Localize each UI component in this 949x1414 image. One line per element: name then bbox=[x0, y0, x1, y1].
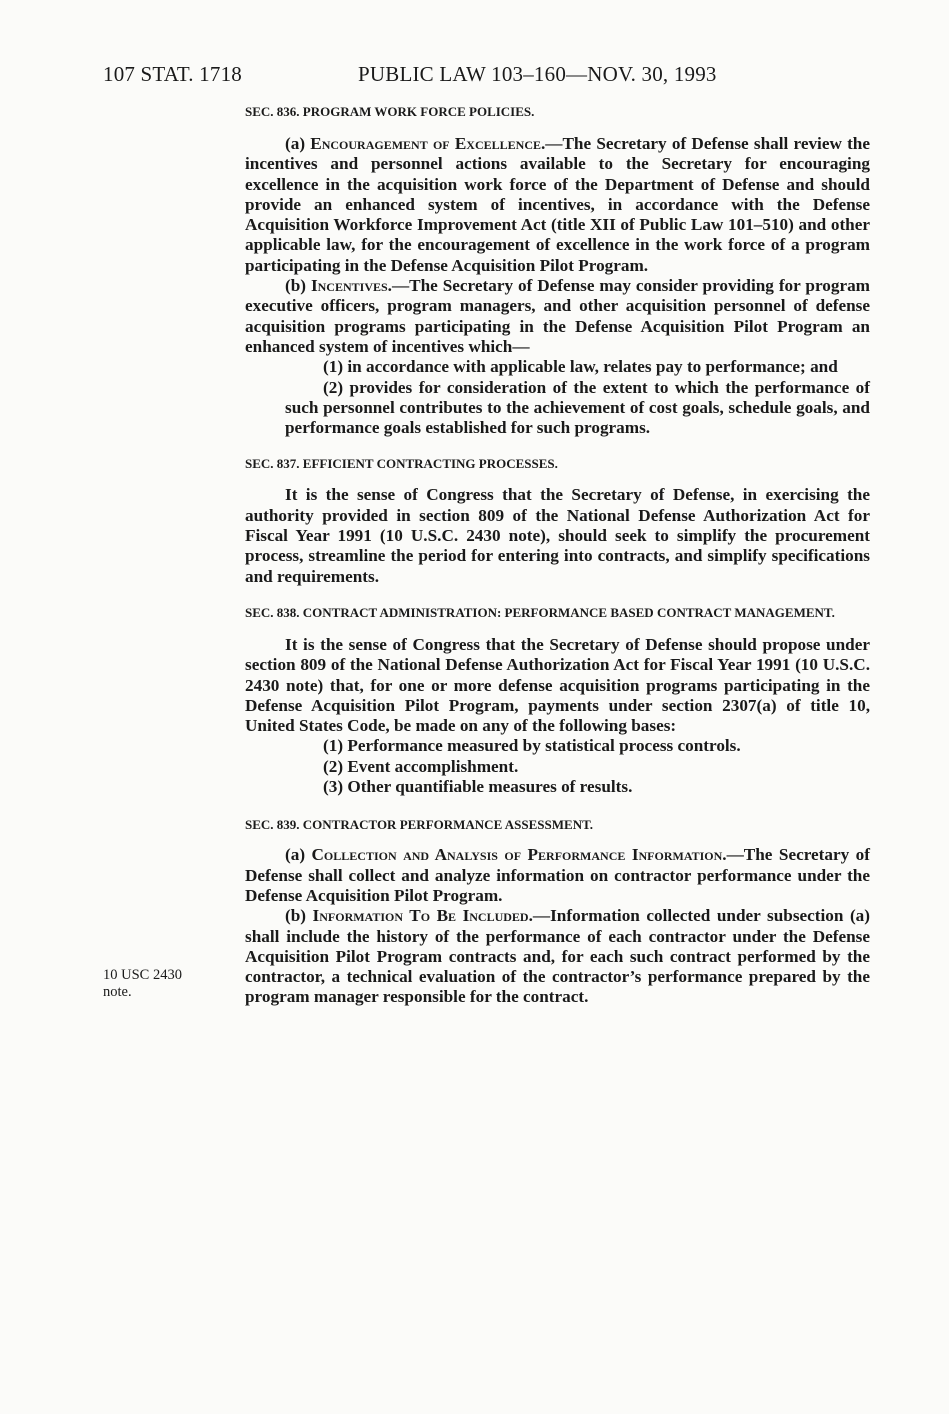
section-836-item-2: (2) provides for consideration of the extent to which the performance of such personnel contributes to the achievement of cost goals, schedule goals, and performance goals established for such programs. bbox=[285, 377, 870, 438]
section-839-subsection-a bbox=[245, 845, 870, 906]
section-838 bbox=[245, 605, 870, 797]
section-837 bbox=[245, 456, 870, 586]
section-838-item-1: (1) Performance measured by statistical process controls. bbox=[323, 736, 741, 756]
subsection-a-label: (a) bbox=[285, 845, 312, 865]
section-838-item-2: (2) Event accomplishment. bbox=[323, 756, 519, 776]
page-header bbox=[103, 62, 873, 92]
subsection-b-heading: Incentives. bbox=[310, 276, 392, 296]
subsection-b-text: —The Secretary of Defense may consider providing for program executive officers, program managers, and other acquisition personnel of defense acquisition programs participating in the Defense Acquisition Pilot Program an enhanced system of incentives which— bbox=[245, 276, 870, 356]
subsection-a-heading: Collection and Analysis of Performance Information. bbox=[311, 845, 727, 865]
subsection-a-text: —The Secretary of Defense shall collect and analyze information on contractor performance under the Defense Acquisition Pilot Program. bbox=[245, 845, 870, 905]
section-836 bbox=[245, 104, 870, 438]
section-836-title: SEC. 836. PROGRAM WORK FORCE POLICIES. bbox=[245, 104, 535, 119]
section-836-item-1: (1) in accordance with applicable law, relates pay to performance; and bbox=[323, 357, 838, 377]
section-838-item-3: (3) Other quantifiable measures of results. bbox=[323, 777, 633, 797]
section-839-subsection-b bbox=[245, 906, 870, 1007]
subsection-a-heading: Encouragement of Excellence. bbox=[310, 134, 546, 153]
subsection-a-label: (a) bbox=[285, 134, 311, 153]
subsection-b-heading: Information To Be Included. bbox=[312, 906, 533, 926]
subsection-b-label: (b) bbox=[285, 906, 313, 926]
section-839 bbox=[245, 817, 870, 1007]
margin-note bbox=[103, 967, 223, 1001]
subsection-b-label: (b) bbox=[285, 276, 311, 296]
margin-note-line-1: 10 USC 2430 bbox=[103, 967, 182, 983]
section-838-title: SEC. 838. CONTRACT ADMINISTRATION: PERFORMANCE BASED CONTRACT MANAGEMENT. bbox=[245, 604, 835, 620]
margin-note-line-2: note. bbox=[103, 984, 132, 1000]
section-837-text: It is the sense of Congress that the Secretary of Defense, in exercising the authority provided in section 809 of the National Defense Authorization Act for Fiscal Year 1991 (10 U.S.C. 2430 note), should seek to simplify the procurement process, streamline the period for entering into contracts, and simplify specifications and requirements. bbox=[245, 485, 870, 586]
section-839-title: SEC. 839. CONTRACTOR PERFORMANCE ASSESSMENT. bbox=[245, 817, 594, 833]
section-836-subsection-b bbox=[245, 276, 870, 357]
section-838-text: It is the sense of Congress that the Secretary of Defense should propose under section 809 of the National Defense Authorization Act for Fiscal Year 1991 (10 U.S.C. 2430 note) that, for one or more defense acquisition programs participating in the Defense Acquisition Pilot Program, payments under section 2307(a) of title 10, United States Code, be made on any of the following bases: bbox=[245, 634, 870, 736]
stat-page-number: 107 STAT. 1718 bbox=[103, 62, 242, 86]
subsection-a-text: —The Secretary of Defense shall review the incentives and personnel actions available to the Secretary for encouraging excellence in the acquisition work force of the Department of Defense and should provide an enhanced system of incentives, in accordance with the Defense Acquisition Workforce Improvement Act (title XII of Public Law 101–510) and other applicable law, for the encouragement of excellence in the work force of a program participating in the Defense Acquisition Pilot Program. bbox=[245, 134, 870, 275]
section-837-title: SEC. 837. EFFICIENT CONTRACTING PROCESSES. bbox=[245, 456, 558, 472]
document-body bbox=[245, 104, 870, 1008]
section-836-subsection-a bbox=[245, 134, 870, 276]
public-law-citation: PUBLIC LAW 103–160—NOV. 30, 1993 bbox=[358, 62, 717, 86]
subsection-b-text: —Information collected under subsection (a) shall include the history of the performance of each contractor under the Defense Acquisition Pilot Program contracts and, for each such contract performed by the contractor, a technical evaluation of the contractor’s performance prepared by the program manager responsible for the contract. bbox=[245, 906, 870, 1007]
